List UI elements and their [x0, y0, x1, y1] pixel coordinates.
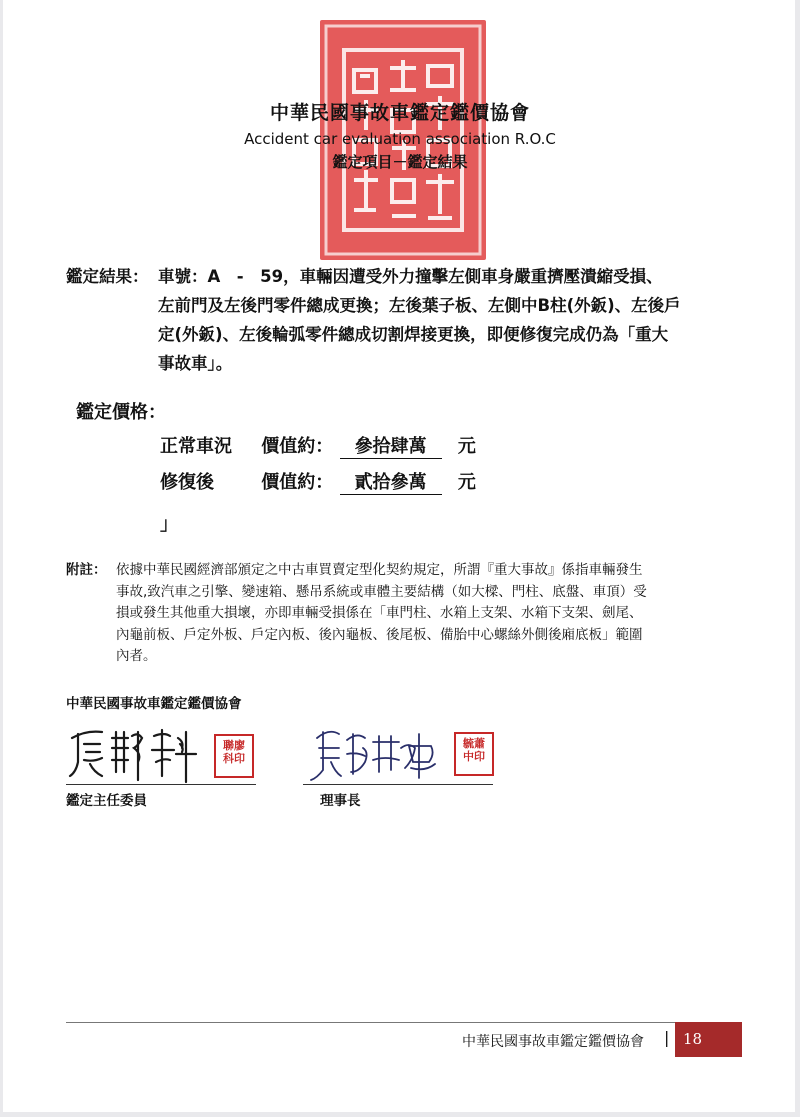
- result-line: 車號：A - 59，車輛因遭受外力撞擊左側車身嚴重擠壓潰縮受損、: [158, 267, 663, 286]
- closing-quote: 」: [160, 514, 178, 535]
- note-line: 依據中華民國經濟部頒定之中古車買賣定型化契約規定，所謂『重大事故』係指車輛發生: [116, 562, 643, 578]
- organization-name-en: Accident car evaluation association R.O.C: [244, 130, 556, 148]
- seal-stamp: 毓蕭 中印: [454, 732, 494, 776]
- price-label: 鑑定價格：: [76, 402, 166, 423]
- seal-stamp: 聯廖 科印: [214, 734, 254, 778]
- section-title: 鑑定項目－鑑定結果: [332, 153, 468, 171]
- footer-separator: |: [664, 1028, 670, 1047]
- signature-line: [66, 784, 256, 785]
- result-text: [158, 262, 748, 378]
- footer-divider: [66, 1022, 742, 1023]
- note-text: [116, 560, 756, 668]
- price-amount: 參拾肆萬: [340, 432, 442, 459]
- signer-role: 理事長: [320, 793, 361, 809]
- handwritten-signature: [303, 718, 453, 784]
- handwritten-signature: [66, 718, 206, 784]
- price-value-label: 價值約：: [261, 436, 334, 457]
- price-amount: 貳拾參萬: [340, 468, 442, 495]
- note-line: 內者。: [116, 648, 157, 664]
- note-label: 附註：: [66, 562, 107, 578]
- organization-name-zh: 中華民國事故車鑑定鑑價協會: [269, 102, 530, 124]
- result-line: 事故車」。: [158, 354, 233, 373]
- result-line: 左前門及左後門零件總成更換；左後葉子板、左側中B柱(外鈑)、左後戶: [158, 296, 681, 315]
- note-line: 事故,致汽車之引擎、變速箱、懸吊系統或車體主要結構（如大樑、門柱、底盤、車頂）受: [116, 583, 647, 600]
- result-line: 定(外鈑)、左後輪弧零件總成切割焊接更換，即便修復完成仍為「重大: [158, 325, 669, 344]
- price-condition: 修復後: [160, 472, 214, 493]
- result-label: 鑑定結果：: [66, 267, 149, 286]
- document-header: [0, 98, 800, 172]
- price-unit: 元: [457, 472, 476, 493]
- price-row-repaired: [160, 468, 476, 495]
- footer-organization: 中華民國事故車鑑定鑑價協會: [462, 1034, 644, 1050]
- signer-role: 鑑定主任委員: [66, 793, 147, 809]
- price-unit: 元: [457, 436, 476, 457]
- note-line: 內龜前板、戶定外板、戶定內板、後內龜板、後尾板、備胎中心螺絲外側後廂底板」範圍: [116, 626, 643, 643]
- signature-line: [303, 784, 493, 785]
- price-value-label: 價值約：: [261, 472, 334, 493]
- signing-association: 中華民國事故車鑑定鑑價協會: [66, 696, 242, 712]
- page-number: 18: [675, 1022, 742, 1057]
- price-condition: 正常車況: [160, 436, 232, 457]
- price-row-normal: [160, 432, 476, 459]
- note-line: 損或發生其他重大損壞，亦即車輛受損係在「車門柱、水箱上支架、水箱下支架、劍尾、: [116, 605, 643, 621]
